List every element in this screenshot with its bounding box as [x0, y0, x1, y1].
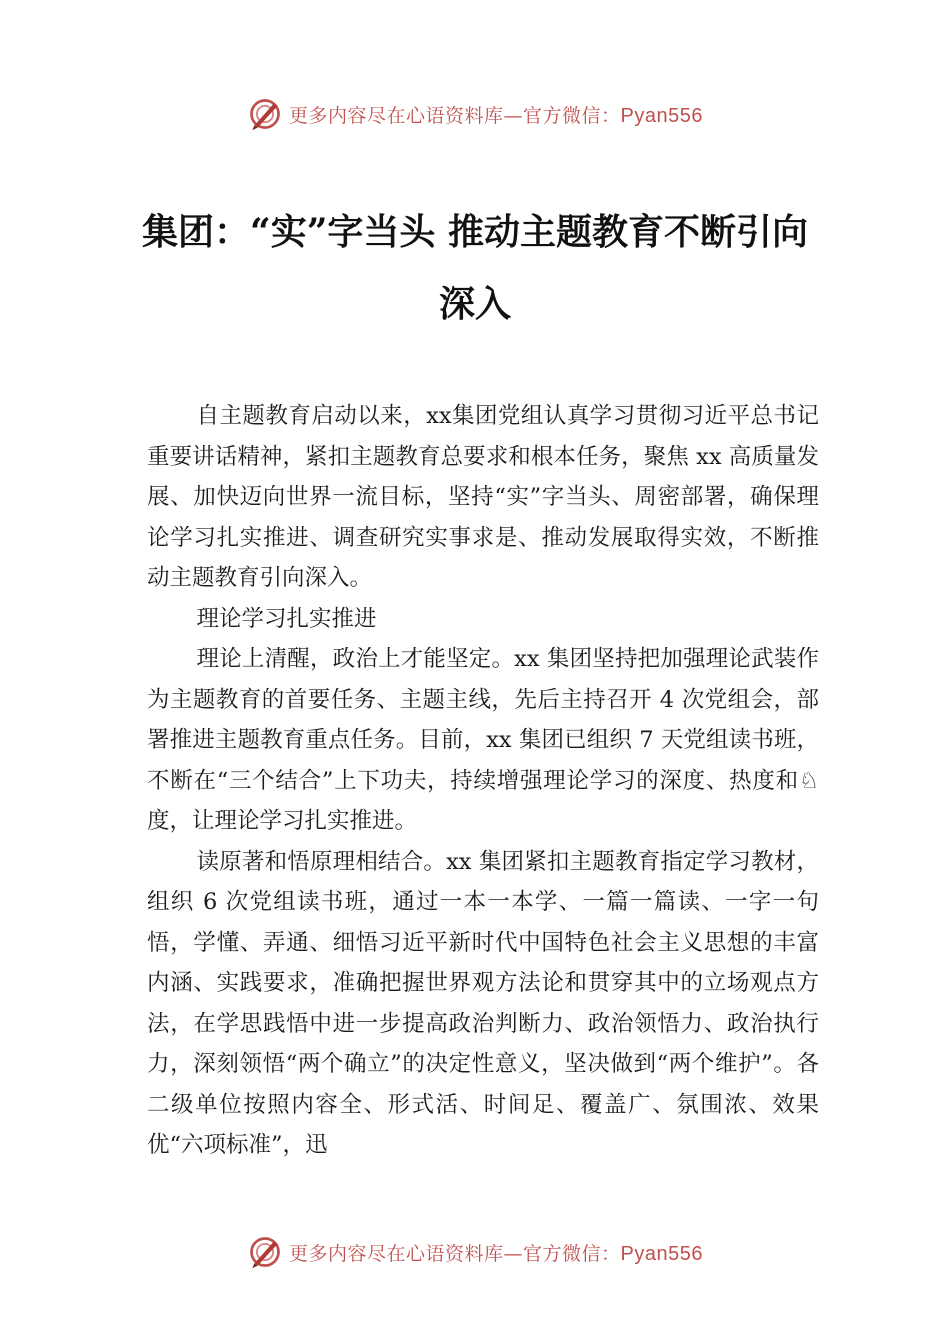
- wechat-id: Pyan556: [620, 104, 703, 127]
- red-pen-circle-icon: [247, 1234, 283, 1270]
- header-banner: [0, 94, 950, 134]
- section-heading: 理论学习扎实推进: [196, 605, 377, 632]
- banner-text: 更多内容尽在心语资料库—官方微信：Pyan556: [289, 104, 703, 127]
- red-pen-circle-icon: [247, 96, 283, 132]
- document-body: [147, 396, 819, 1166]
- wechat-id: Pyan556: [620, 1242, 703, 1265]
- document-title: 集团：“实”字当头 推动主题教育不断引向深入: [142, 211, 808, 325]
- banner-text: 更多内容尽在心语资料库—官方微信：Pyan556: [289, 1242, 703, 1265]
- footer-banner: [0, 1232, 950, 1272]
- paragraph-theory: 理论上清醒，政治上才能坚定。xx 集团坚持把加强理论武装作为主题教育的首要任务、主题主线，先后主持召开 4 次党组会，部署推进主题教育重点任务。目前，xx 集团已组织 7 天党组读书班，不断在“三个结合”上下功夫，持续增强理论学习的深度、热度和♘度，让理论学习扎实推进。: [147, 646, 819, 834]
- paragraph-reading: 读原著和悟原理相结合。xx 集团紧扣主题教育指定学习教材，组织 6 次党组读书班，通过一本一本学、一篇一篇读、一字一句悟，学懂、弄通、细悟习近平新时代中国特色社会主义思想的丰富内涵、实践要求，准确把握世界观方法论和贯穿其中的立场观点方法，在学思践悟中进一步提高政治判断力、政治领悟力、政治执行力，深刻领悟“两个确立”的决定性意义，坚决做到“两个维护”。各二级单位按照内容全、形式活、时间足、覆盖广、氛围浓、效果优“六项标准”，迅: [147, 848, 819, 1158]
- paragraph-intro: 自主题教育启动以来，xx集团党组认真学习贯彻习近平总书记重要讲话精神，紧扣主题教育总要求和根本任务，聚焦 xx 高质量发展、加快迈向世界一流目标，坚持“实”字当头、周密部署，确保理论学习扎实推进、调查研究实事求是、推动发展取得实效，不断推动主题教育引向深入。: [147, 403, 819, 591]
